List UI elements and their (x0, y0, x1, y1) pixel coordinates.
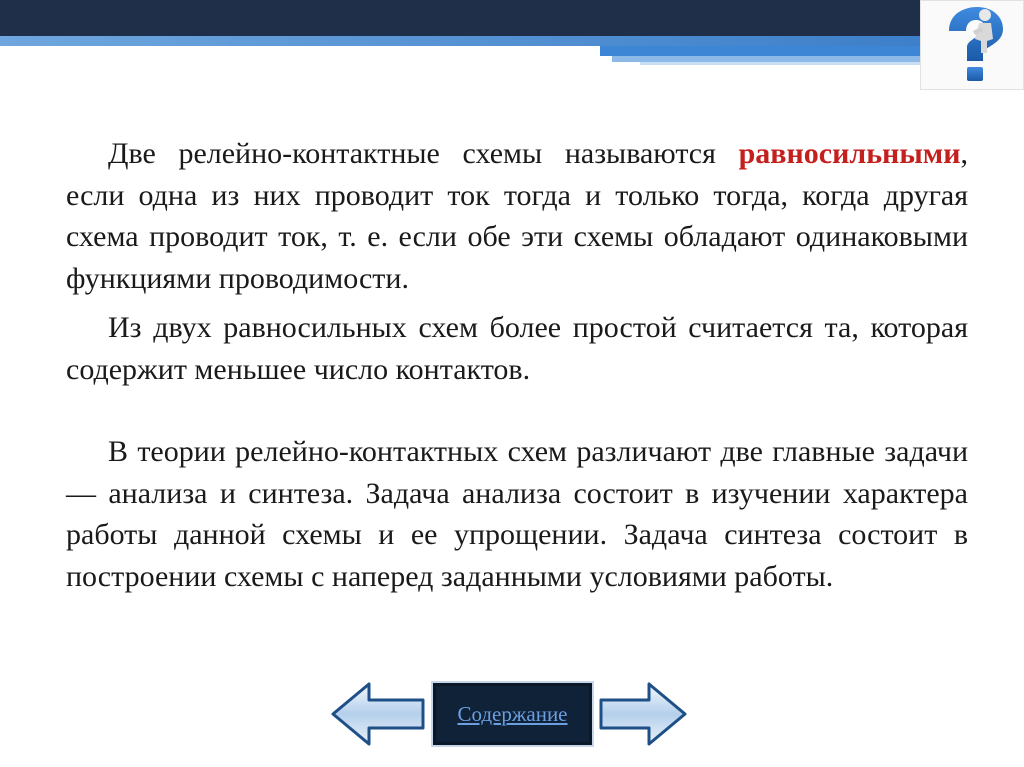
paragraph-tasks: В теории релейно-контактных схем различают две главные задачи — анализа и синтеза. Задача анализа состоит в изучении характера работы данной схемы и ее упрощении. Задача синтеза состоит в построении схемы с наперед заданными условиями работы. (66, 435, 968, 593)
header-blue-bar (0, 36, 920, 46)
header-stripe (600, 46, 920, 56)
contents-link[interactable]: Содержание (457, 701, 568, 726)
paragraph-simplicity: Из двух равносильных схем более простой считается та, которая содержит меньшее число контактов. (66, 311, 968, 386)
arrow-right-icon[interactable] (597, 680, 689, 753)
question-mark-figure-icon (920, 0, 1024, 90)
header-stripe (640, 62, 920, 65)
contents-button[interactable] (431, 681, 594, 747)
slide-header (0, 0, 1024, 90)
paragraph-text: Две релейно-контактные схемы называются (108, 137, 739, 170)
slide-content (66, 133, 968, 597)
arrow-left-icon[interactable] (329, 680, 427, 753)
paragraph-definition (66, 133, 968, 299)
paragraph-text: , если одна из них проводит ток тогда и только тогда, когда другая схема проводит ток, т. е. если обе эти схемы обладают одинаковыми функциями проводимости. (66, 137, 968, 295)
header-dark-bar (0, 0, 920, 36)
highlight-term: равносильными (738, 137, 961, 170)
slide-navigation (0, 680, 1024, 750)
